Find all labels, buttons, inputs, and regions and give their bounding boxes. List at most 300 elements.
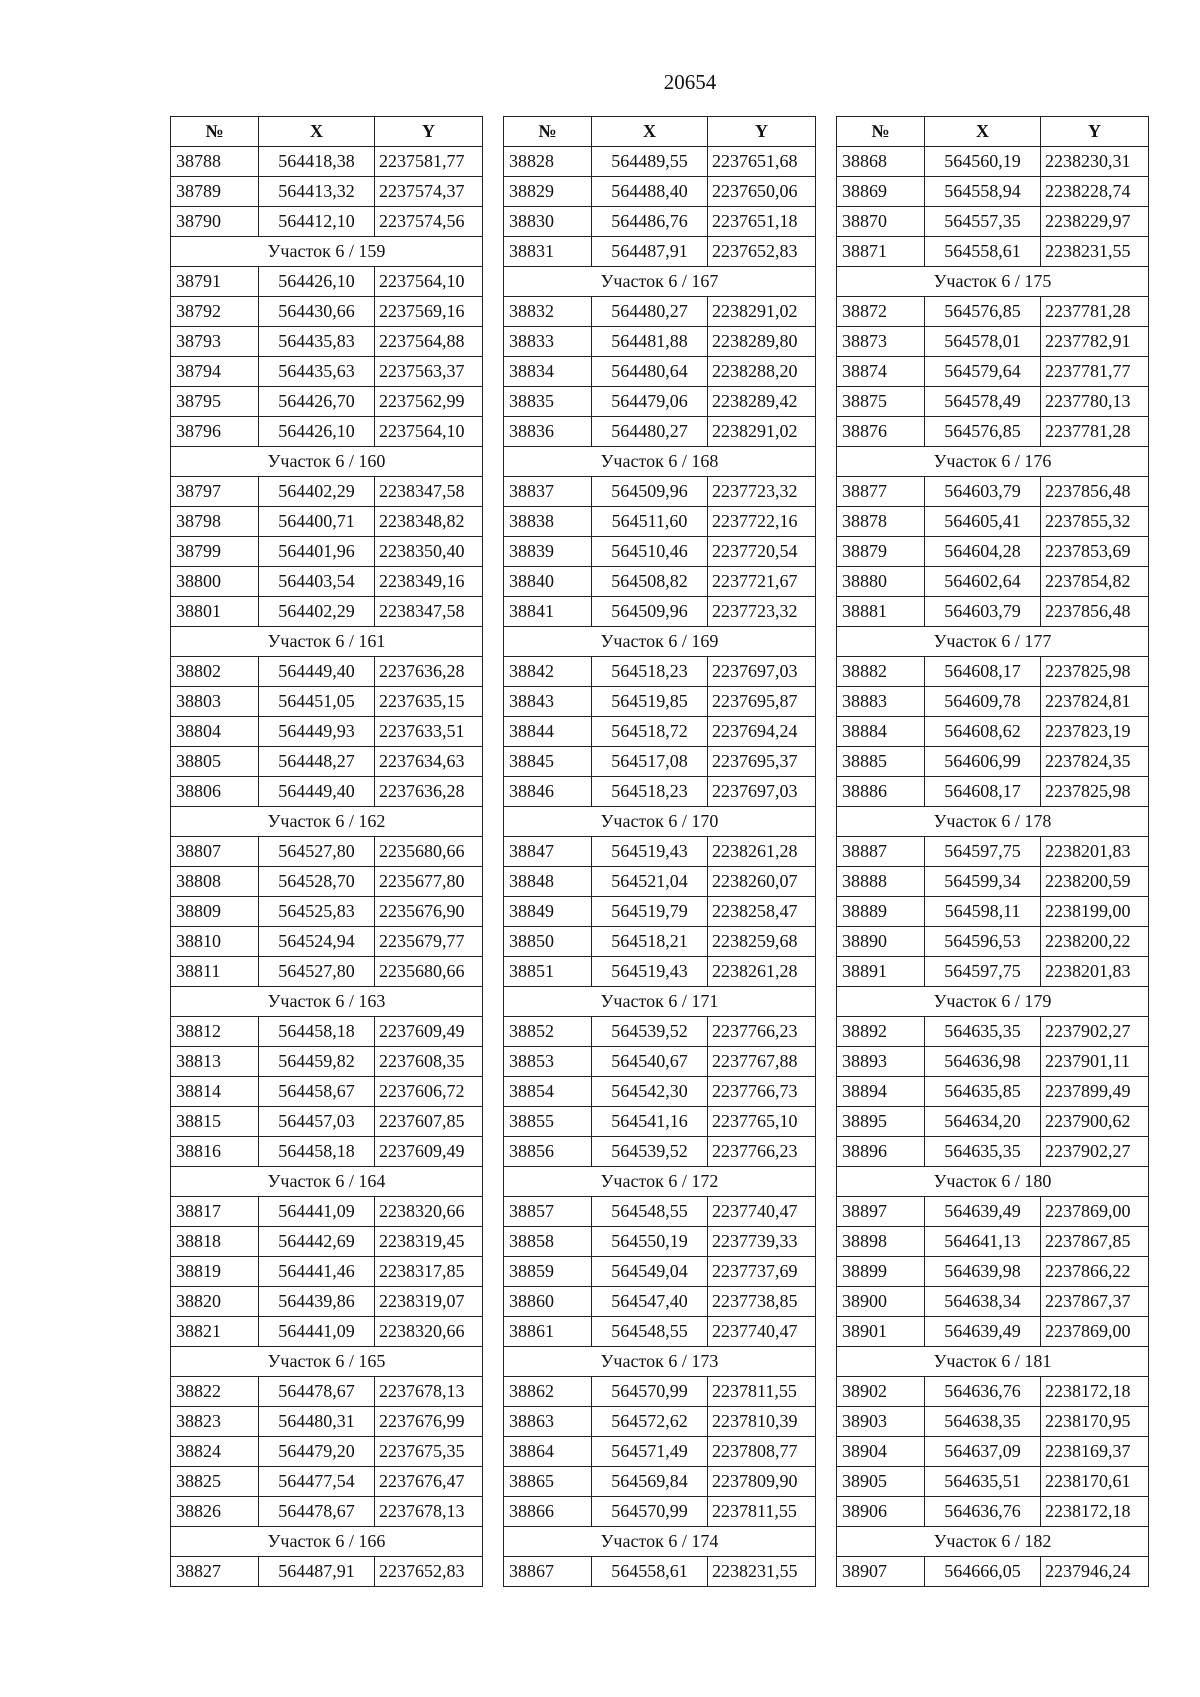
- point-number-cell: 38880: [837, 567, 925, 597]
- x-coordinate-cell: 564609,78: [925, 687, 1041, 717]
- table-row: [837, 417, 1149, 447]
- y-coordinate-cell: 2237676,99: [375, 1407, 483, 1437]
- x-coordinate-cell: 564539,52: [592, 1137, 708, 1167]
- x-coordinate-cell: 564458,67: [259, 1077, 375, 1107]
- point-number-cell: 38800: [171, 567, 259, 597]
- section-label: Участок 6 / 165: [171, 1347, 483, 1377]
- table-row: [171, 297, 483, 327]
- point-number-cell: 38907: [837, 1557, 925, 1587]
- table-row: [837, 687, 1149, 717]
- point-number-cell: 38867: [504, 1557, 592, 1587]
- point-number-cell: 38793: [171, 327, 259, 357]
- y-coordinate-cell: 2238170,61: [1041, 1467, 1149, 1497]
- point-number-cell: 38898: [837, 1227, 925, 1257]
- y-coordinate-cell: 2238200,59: [1041, 867, 1149, 897]
- point-number-cell: 38842: [504, 657, 592, 687]
- table-row: [171, 1287, 483, 1317]
- x-coordinate-cell: 564571,49: [592, 1437, 708, 1467]
- y-coordinate-cell: 2237811,55: [708, 1497, 816, 1527]
- table-row: [504, 1437, 816, 1467]
- section-header-row: [171, 1347, 483, 1377]
- y-coordinate-cell: 2238170,95: [1041, 1407, 1149, 1437]
- point-number-cell: 38879: [837, 537, 925, 567]
- table-row: [171, 1437, 483, 1467]
- y-coordinate-cell: 2238201,83: [1041, 957, 1149, 987]
- column-header-x: X: [592, 117, 708, 147]
- x-coordinate-cell: 564639,49: [925, 1317, 1041, 1347]
- x-coordinate-cell: 564639,98: [925, 1257, 1041, 1287]
- x-coordinate-cell: 564557,35: [925, 207, 1041, 237]
- x-coordinate-cell: 564478,67: [259, 1497, 375, 1527]
- table-row: [504, 357, 816, 387]
- y-coordinate-cell: 2237694,24: [708, 717, 816, 747]
- y-coordinate-cell: 2237867,37: [1041, 1287, 1149, 1317]
- column-header-y: Y: [708, 117, 816, 147]
- x-coordinate-cell: 564435,83: [259, 327, 375, 357]
- x-coordinate-cell: 564441,09: [259, 1197, 375, 1227]
- y-coordinate-cell: 2237811,55: [708, 1377, 816, 1407]
- x-coordinate-cell: 564521,04: [592, 867, 708, 897]
- section-header-row: [504, 1527, 816, 1557]
- point-number-cell: 38840: [504, 567, 592, 597]
- y-coordinate-cell: 2237606,72: [375, 1077, 483, 1107]
- y-coordinate-cell: 2237766,23: [708, 1137, 816, 1167]
- section-header-row: [504, 627, 816, 657]
- point-number-cell: 38788: [171, 147, 259, 177]
- x-coordinate-cell: 564451,05: [259, 687, 375, 717]
- x-coordinate-cell: 564517,08: [592, 747, 708, 777]
- point-number-cell: 38792: [171, 297, 259, 327]
- table-row: [504, 567, 816, 597]
- table-row: [171, 1107, 483, 1137]
- table-body: [171, 147, 483, 1587]
- y-coordinate-cell: 2237608,35: [375, 1047, 483, 1077]
- section-label: Участок 6 / 163: [171, 987, 483, 1017]
- table-row: [504, 657, 816, 687]
- x-coordinate-cell: 564548,55: [592, 1317, 708, 1347]
- x-coordinate-cell: 564487,91: [592, 237, 708, 267]
- x-coordinate-cell: 564570,99: [592, 1497, 708, 1527]
- table-row: [504, 687, 816, 717]
- y-coordinate-cell: 2238348,82: [375, 507, 483, 537]
- point-number-cell: 38887: [837, 837, 925, 867]
- x-coordinate-cell: 564413,32: [259, 177, 375, 207]
- point-number-cell: 38794: [171, 357, 259, 387]
- point-number-cell: 38862: [504, 1377, 592, 1407]
- y-coordinate-cell: 2237809,90: [708, 1467, 816, 1497]
- y-coordinate-cell: 2238347,58: [375, 477, 483, 507]
- x-coordinate-cell: 564479,06: [592, 387, 708, 417]
- y-coordinate-cell: 2237740,47: [708, 1197, 816, 1227]
- table-row: [504, 1317, 816, 1347]
- table-row: [171, 897, 483, 927]
- column-header-y: Y: [1041, 117, 1149, 147]
- y-coordinate-cell: 2237722,16: [708, 507, 816, 537]
- x-coordinate-cell: 564459,82: [259, 1047, 375, 1077]
- point-number-cell: 38820: [171, 1287, 259, 1317]
- point-number-cell: 38893: [837, 1047, 925, 1077]
- x-coordinate-cell: 564527,80: [259, 837, 375, 867]
- y-coordinate-cell: 2238288,20: [708, 357, 816, 387]
- y-coordinate-cell: 2237634,63: [375, 747, 483, 777]
- point-number-cell: 38836: [504, 417, 592, 447]
- y-coordinate-cell: 2237900,62: [1041, 1107, 1149, 1137]
- y-coordinate-cell: 2237780,13: [1041, 387, 1149, 417]
- section-header-row: [837, 447, 1149, 477]
- section-label: Участок 6 / 179: [837, 987, 1149, 1017]
- table-row: [171, 687, 483, 717]
- point-number-cell: 38791: [171, 267, 259, 297]
- x-coordinate-cell: 564637,09: [925, 1437, 1041, 1467]
- y-coordinate-cell: 2238289,80: [708, 327, 816, 357]
- y-coordinate-cell: 2238261,28: [708, 957, 816, 987]
- y-coordinate-cell: 2237609,49: [375, 1137, 483, 1167]
- table-row: [171, 177, 483, 207]
- x-coordinate-cell: 564569,84: [592, 1467, 708, 1497]
- x-coordinate-cell: 564441,09: [259, 1317, 375, 1347]
- x-coordinate-cell: 564412,10: [259, 207, 375, 237]
- point-number-cell: 38827: [171, 1557, 259, 1587]
- table-row: [837, 537, 1149, 567]
- x-coordinate-cell: 564519,79: [592, 897, 708, 927]
- x-coordinate-cell: 564605,41: [925, 507, 1041, 537]
- x-coordinate-cell: 564528,70: [259, 867, 375, 897]
- table-row: [837, 867, 1149, 897]
- section-header-row: [837, 807, 1149, 837]
- point-number-cell: 38892: [837, 1017, 925, 1047]
- y-coordinate-cell: 2237635,15: [375, 687, 483, 717]
- point-number-cell: 38828: [504, 147, 592, 177]
- section-header-row: [837, 1347, 1149, 1377]
- y-coordinate-cell: 2238320,66: [375, 1197, 483, 1227]
- table-row: [171, 387, 483, 417]
- table-row: [171, 1227, 483, 1257]
- point-number-cell: 38846: [504, 777, 592, 807]
- x-coordinate-cell: 564558,61: [925, 237, 1041, 267]
- point-number-cell: 38856: [504, 1137, 592, 1167]
- point-number-cell: 38864: [504, 1437, 592, 1467]
- x-coordinate-cell: 564402,29: [259, 597, 375, 627]
- y-coordinate-cell: 2238347,58: [375, 597, 483, 627]
- y-coordinate-cell: 2237564,10: [375, 267, 483, 297]
- table-row: [504, 177, 816, 207]
- y-coordinate-cell: 2237810,39: [708, 1407, 816, 1437]
- point-number-cell: 38796: [171, 417, 259, 447]
- y-coordinate-cell: 2237808,77: [708, 1437, 816, 1467]
- point-number-cell: 38795: [171, 387, 259, 417]
- table-row: [837, 1047, 1149, 1077]
- point-number-cell: 38899: [837, 1257, 925, 1287]
- y-coordinate-cell: 2237856,48: [1041, 597, 1149, 627]
- y-coordinate-cell: 2237766,73: [708, 1077, 816, 1107]
- point-number-cell: 38817: [171, 1197, 259, 1227]
- table-row: [837, 1137, 1149, 1167]
- table-row: [171, 567, 483, 597]
- point-number-cell: 38845: [504, 747, 592, 777]
- table-row: [837, 897, 1149, 927]
- y-coordinate-cell: 2237564,10: [375, 417, 483, 447]
- table-row: [171, 477, 483, 507]
- y-coordinate-cell: 2238229,97: [1041, 207, 1149, 237]
- x-coordinate-cell: 564480,31: [259, 1407, 375, 1437]
- table-row: [171, 1377, 483, 1407]
- y-coordinate-cell: 2237651,18: [708, 207, 816, 237]
- x-coordinate-cell: 564570,99: [592, 1377, 708, 1407]
- x-coordinate-cell: 564558,61: [592, 1557, 708, 1587]
- y-coordinate-cell: 2237765,10: [708, 1107, 816, 1137]
- point-number-cell: 38868: [837, 147, 925, 177]
- x-coordinate-cell: 564519,85: [592, 687, 708, 717]
- point-number-cell: 38869: [837, 177, 925, 207]
- section-label: Участок 6 / 181: [837, 1347, 1149, 1377]
- x-coordinate-cell: 564560,19: [925, 147, 1041, 177]
- section-label: Участок 6 / 182: [837, 1527, 1149, 1557]
- table-row: [837, 957, 1149, 987]
- section-label: Участок 6 / 174: [504, 1527, 816, 1557]
- x-coordinate-cell: 564548,55: [592, 1197, 708, 1227]
- point-number-cell: 38816: [171, 1137, 259, 1167]
- table-row: [504, 1407, 816, 1437]
- section-label: Участок 6 / 168: [504, 447, 816, 477]
- table-body: [504, 147, 816, 1587]
- table-row: [837, 1017, 1149, 1047]
- table-row: [504, 927, 816, 957]
- point-number-cell: 38833: [504, 327, 592, 357]
- point-number-cell: 38901: [837, 1317, 925, 1347]
- point-number-cell: 38886: [837, 777, 925, 807]
- y-coordinate-cell: 2237854,82: [1041, 567, 1149, 597]
- x-coordinate-cell: 564572,62: [592, 1407, 708, 1437]
- x-coordinate-cell: 564509,96: [592, 597, 708, 627]
- x-coordinate-cell: 564480,64: [592, 357, 708, 387]
- table-row: [504, 1377, 816, 1407]
- table-row: [504, 1287, 816, 1317]
- y-coordinate-cell: 2237678,13: [375, 1497, 483, 1527]
- y-coordinate-cell: 2237901,11: [1041, 1047, 1149, 1077]
- x-coordinate-cell: 564480,27: [592, 417, 708, 447]
- point-number-cell: 38849: [504, 897, 592, 927]
- point-number-cell: 38809: [171, 897, 259, 927]
- table-row: [504, 747, 816, 777]
- x-coordinate-cell: 564541,16: [592, 1107, 708, 1137]
- table-row: [837, 237, 1149, 267]
- point-number-cell: 38811: [171, 957, 259, 987]
- x-coordinate-cell: 564402,29: [259, 477, 375, 507]
- table-row: [504, 1227, 816, 1257]
- y-coordinate-cell: 2237782,91: [1041, 327, 1149, 357]
- table-header-row: [504, 117, 816, 147]
- point-number-cell: 38844: [504, 717, 592, 747]
- point-number-cell: 38807: [171, 837, 259, 867]
- y-coordinate-cell: 2237652,83: [375, 1557, 483, 1587]
- x-coordinate-cell: 564449,40: [259, 777, 375, 807]
- table-row: [171, 657, 483, 687]
- table-row: [837, 147, 1149, 177]
- point-number-cell: 38848: [504, 867, 592, 897]
- x-coordinate-cell: 564426,10: [259, 267, 375, 297]
- x-coordinate-cell: 564508,82: [592, 567, 708, 597]
- table-row: [837, 477, 1149, 507]
- x-coordinate-cell: 564606,99: [925, 747, 1041, 777]
- point-number-cell: 38903: [837, 1407, 925, 1437]
- y-coordinate-cell: 2237633,51: [375, 717, 483, 747]
- table-row: [504, 1017, 816, 1047]
- section-header-row: [504, 267, 816, 297]
- y-coordinate-cell: 2235680,66: [375, 957, 483, 987]
- x-coordinate-cell: 564510,46: [592, 537, 708, 567]
- x-coordinate-cell: 564480,27: [592, 297, 708, 327]
- table-row: [504, 207, 816, 237]
- x-coordinate-cell: 564519,43: [592, 837, 708, 867]
- x-coordinate-cell: 564511,60: [592, 507, 708, 537]
- x-coordinate-cell: 564636,76: [925, 1497, 1041, 1527]
- section-header-row: [171, 447, 483, 477]
- table-row: [504, 417, 816, 447]
- point-number-cell: 38806: [171, 777, 259, 807]
- table-row: [504, 507, 816, 537]
- table-row: [171, 207, 483, 237]
- x-coordinate-cell: 564578,49: [925, 387, 1041, 417]
- x-coordinate-cell: 564638,34: [925, 1287, 1041, 1317]
- y-coordinate-cell: 2237723,32: [708, 597, 816, 627]
- x-coordinate-cell: 564608,17: [925, 777, 1041, 807]
- section-label: Участок 6 / 177: [837, 627, 1149, 657]
- y-coordinate-cell: 2237678,13: [375, 1377, 483, 1407]
- point-number-cell: 38884: [837, 717, 925, 747]
- point-number-cell: 38853: [504, 1047, 592, 1077]
- x-coordinate-cell: 564518,72: [592, 717, 708, 747]
- column-header-number: №: [504, 117, 592, 147]
- section-header-row: [171, 1527, 483, 1557]
- table-row: [171, 1197, 483, 1227]
- x-coordinate-cell: 564578,01: [925, 327, 1041, 357]
- table-row: [504, 537, 816, 567]
- table-row: [171, 537, 483, 567]
- table-row: [837, 297, 1149, 327]
- point-number-cell: 38872: [837, 297, 925, 327]
- point-number-cell: 38810: [171, 927, 259, 957]
- section-label: Участок 6 / 178: [837, 807, 1149, 837]
- table-row: [171, 1257, 483, 1287]
- point-number-cell: 38874: [837, 357, 925, 387]
- x-coordinate-cell: 564439,86: [259, 1287, 375, 1317]
- point-number-cell: 38857: [504, 1197, 592, 1227]
- point-number-cell: 38851: [504, 957, 592, 987]
- point-number-cell: 38897: [837, 1197, 925, 1227]
- point-number-cell: 38797: [171, 477, 259, 507]
- table-row: [171, 327, 483, 357]
- y-coordinate-cell: 2237823,19: [1041, 717, 1149, 747]
- x-coordinate-cell: 564487,91: [259, 1557, 375, 1587]
- y-coordinate-cell: 2237636,28: [375, 657, 483, 687]
- y-coordinate-cell: 2237676,47: [375, 1467, 483, 1497]
- table-row: [837, 927, 1149, 957]
- point-number-cell: 38876: [837, 417, 925, 447]
- y-coordinate-cell: 2238317,85: [375, 1257, 483, 1287]
- point-number-cell: 38822: [171, 1377, 259, 1407]
- y-coordinate-cell: 2238258,47: [708, 897, 816, 927]
- y-coordinate-cell: 2237675,35: [375, 1437, 483, 1467]
- x-coordinate-cell: 564635,35: [925, 1137, 1041, 1167]
- table-row: [837, 837, 1149, 867]
- table-row: [837, 597, 1149, 627]
- point-number-cell: 38831: [504, 237, 592, 267]
- y-coordinate-cell: 2237737,69: [708, 1257, 816, 1287]
- x-coordinate-cell: 564403,54: [259, 567, 375, 597]
- section-header-row: [504, 1347, 816, 1377]
- section-label: Участок 6 / 159: [171, 237, 483, 267]
- table-row: [837, 1227, 1149, 1257]
- table-row: [504, 1257, 816, 1287]
- y-coordinate-cell: 2237651,68: [708, 147, 816, 177]
- x-coordinate-cell: 564435,63: [259, 357, 375, 387]
- table-row: [837, 747, 1149, 777]
- table-row: [837, 1467, 1149, 1497]
- x-coordinate-cell: 564519,43: [592, 957, 708, 987]
- x-coordinate-cell: 564457,03: [259, 1107, 375, 1137]
- section-label: Участок 6 / 170: [504, 807, 816, 837]
- table-row: [171, 1047, 483, 1077]
- y-coordinate-cell: 2237902,27: [1041, 1137, 1149, 1167]
- point-number-cell: 38866: [504, 1497, 592, 1527]
- point-number-cell: 38812: [171, 1017, 259, 1047]
- x-coordinate-cell: 564442,69: [259, 1227, 375, 1257]
- point-number-cell: 38900: [837, 1287, 925, 1317]
- x-coordinate-cell: 564418,38: [259, 147, 375, 177]
- x-coordinate-cell: 564602,64: [925, 567, 1041, 597]
- table-row: [504, 237, 816, 267]
- x-coordinate-cell: 564430,66: [259, 297, 375, 327]
- point-number-cell: 38804: [171, 717, 259, 747]
- table-row: [171, 267, 483, 297]
- table-row: [171, 417, 483, 447]
- point-number-cell: 38814: [171, 1077, 259, 1107]
- point-number-cell: 38813: [171, 1047, 259, 1077]
- x-coordinate-cell: 564449,93: [259, 717, 375, 747]
- y-coordinate-cell: 2238172,18: [1041, 1377, 1149, 1407]
- x-coordinate-cell: 564639,49: [925, 1197, 1041, 1227]
- table-row: [837, 1257, 1149, 1287]
- x-coordinate-cell: 564426,70: [259, 387, 375, 417]
- y-coordinate-cell: 2237564,88: [375, 327, 483, 357]
- table-row: [837, 717, 1149, 747]
- table-row: [837, 1317, 1149, 1347]
- point-number-cell: 38889: [837, 897, 925, 927]
- y-coordinate-cell: 2237899,49: [1041, 1077, 1149, 1107]
- point-number-cell: 38829: [504, 177, 592, 207]
- table-row: [171, 717, 483, 747]
- section-label: Участок 6 / 169: [504, 627, 816, 657]
- table-row: [837, 777, 1149, 807]
- point-number-cell: 38839: [504, 537, 592, 567]
- table-row: [504, 867, 816, 897]
- point-number-cell: 38883: [837, 687, 925, 717]
- y-coordinate-cell: 2237697,03: [708, 777, 816, 807]
- point-number-cell: 38798: [171, 507, 259, 537]
- y-coordinate-cell: 2238261,28: [708, 837, 816, 867]
- table-row: [171, 927, 483, 957]
- table-row: [504, 1557, 816, 1587]
- point-number-cell: 38871: [837, 237, 925, 267]
- point-number-cell: 38799: [171, 537, 259, 567]
- point-number-cell: 38860: [504, 1287, 592, 1317]
- table-row: [837, 1557, 1149, 1587]
- x-coordinate-cell: 564524,94: [259, 927, 375, 957]
- x-coordinate-cell: 564635,85: [925, 1077, 1041, 1107]
- y-coordinate-cell: 2238200,22: [1041, 927, 1149, 957]
- y-coordinate-cell: 2238201,83: [1041, 837, 1149, 867]
- section-header-row: [837, 1167, 1149, 1197]
